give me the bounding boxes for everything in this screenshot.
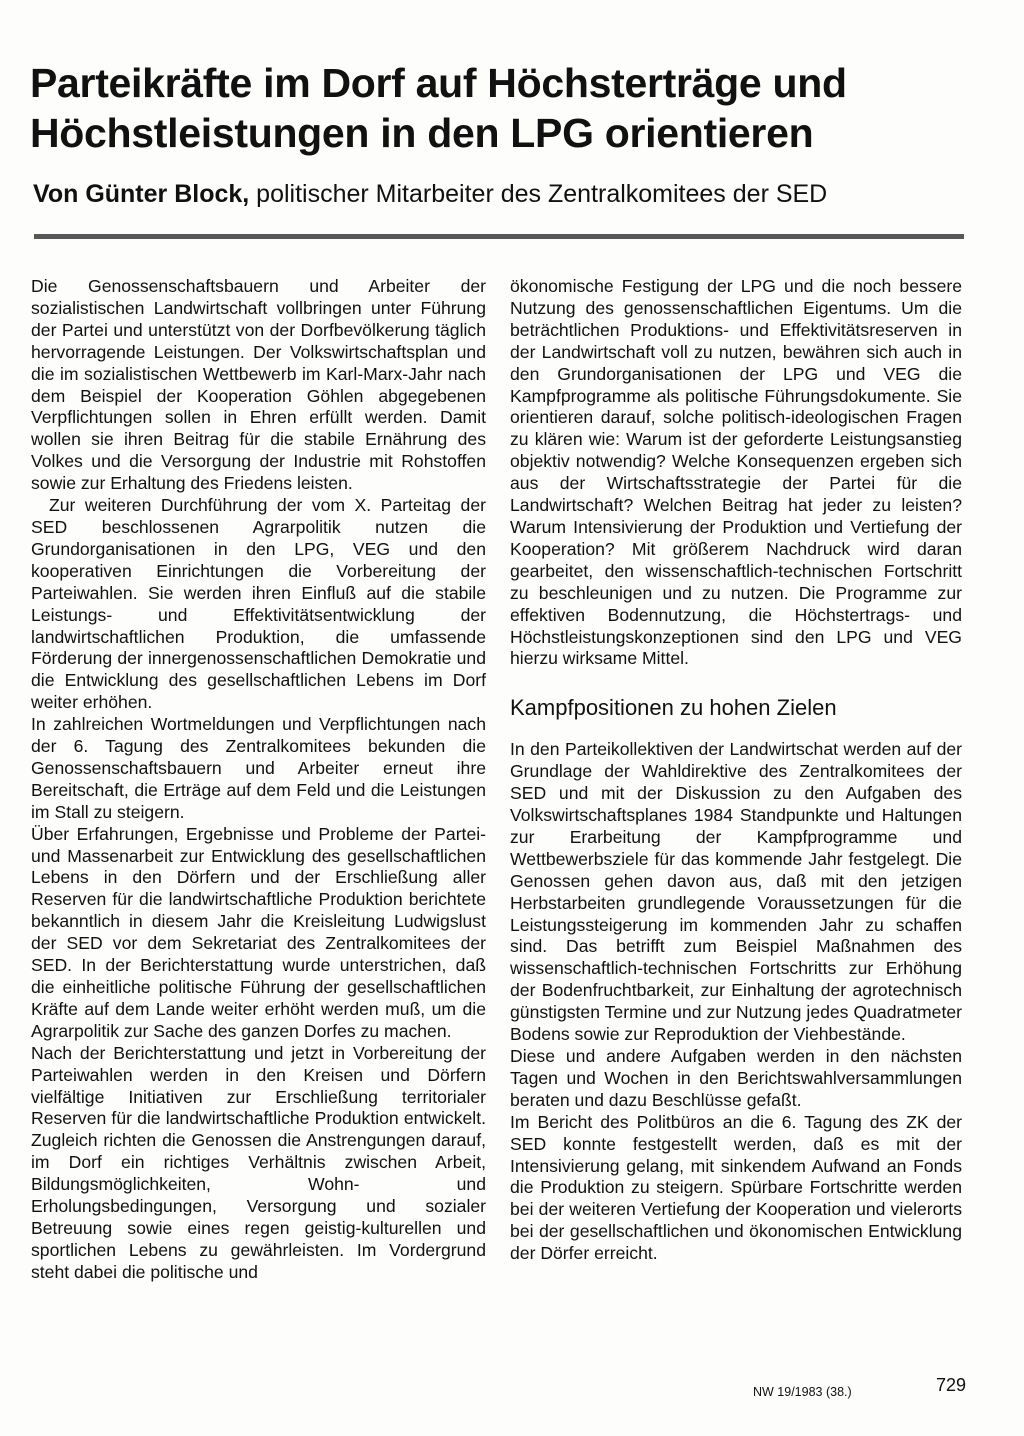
paragraph: In zahlreichen Wortmeldungen und Verpflichtungen nach der 6. Tagung des Zentralkomitees bekunden die Genossenschaftsbauern und Arbeiter erneut ihre Bereitschaft, die Erträge auf dem Feld und die Leistungen im Stall zu steigern. bbox=[31, 714, 486, 822]
article-headline bbox=[30, 58, 990, 158]
byline-author: Günter Block, bbox=[85, 180, 250, 208]
byline-role: politischer Mitarbeiter des Zentralkomitees der SED bbox=[249, 180, 828, 208]
paragraph: In den Parteikollektiven der Landwirtschat werden auf der Grundlage der Wahldirektive des Zentralkomitees der SED und mit der Diskussion zu den Aufgaben des Volkswirtschaftsplanes 1984 Standpunkte und Haltungen zur Erarbeitung der Kampfprogramme und Wettbewerbsziele für das kommende Jahr festgelegt. Die Genossen gehen davon aus, daß mit den jetzigen Herbstarbeiten grundlegende Voraussetzungen für die Leistungssteigerung im kommenden Jahr zu schaffen sind. Das betrifft zum Beispiel Maßnahmen des wissenschaftlich-technischen Fortschritts zur Erhöhung der Bodenfruchtbarkeit, zur Einhaltung der agrotechnisch günstigsten Termine und zur Nutzung jedes Quadratmeter Bodens sowie zur Reproduktion der Viehbestände. bbox=[510, 739, 962, 1045]
paragraph: Zur weiteren Durchführung der vom X. Parteitag der SED beschlossenen Agrarpolitik nutzen die Grundorganisationen in den LPG, VEG und den kooperativen Einrichtungen die Vorbereitung der Parteiwahlen. Sie werden ihren Einfluß auf die stabile Leistungs- und Effektivitätsentwicklung der landwirtschaftlichen Produktion, die umfassende Förderung der innergenossenschaftlichen Demokratie und die Entwicklung des gesellschaftlichen Lebens im Dorf weiter erhöhen. bbox=[31, 495, 486, 713]
paragraph: Im Bericht des Politbüros an die 6. Tagung des ZK der SED konnte festgestellt werden, daß es mit der Intensivierung gelang, mit sinkendem Aufwand an Fonds die Produktion zu steigern. Spürbare Fortschritte werden bei der weiteren Vertiefung der Kooperation und vielerorts bei der gesellschaftlichen und ökonomischen Entwicklung der Dörfer erreicht. bbox=[510, 1111, 962, 1264]
paragraph: Über Erfahrungen, Ergebnisse und Probleme der Partei- und Massenarbeit zur Entwicklung des gesellschaftlichen Lebens in den Dörfern und der Erschließung aller Reserven für die landwirtschaftliche Produktion berichtete bekanntlich in diesem Jahr die Kreisleitung Ludwigslust der SED vor dem Sekretariat des Zentralkomitees der SED. In der Berichterstattung wurde unterstrichen, daß die einheitliche politische Führung der gesellschaftlichen Kräfte auf dem Lande weiter erhöht werden muß, um die Agrarpolitik zur Sache des ganzen Dorfes zu machen. bbox=[31, 823, 486, 1041]
divider-rule bbox=[34, 234, 964, 239]
left-column bbox=[31, 276, 486, 1284]
paragraph: Diese und andere Aufgaben werden in den nächsten Tagen und Wochen in den Berichtswahlversammlungen beraten und dazu Beschlüsse gefaßt. bbox=[510, 1046, 962, 1110]
issue-reference: NW 19/1983 (38.) bbox=[753, 1385, 852, 1399]
paragraph: Die Genossenschaftsbauern und Arbeiter der sozialistischen Landwirtschaft vollbringen unter Führung der Partei und unterstützt von der Dorfbevölkerung täglich hervorragende Leistungen. Der Volkswirtschaftsplan und die im sozialistischen Wettbewerb im Karl-Marx-Jahr nach dem Beispiel der Kooperation Göhlen abgegebenen Verpflichtungen sollen in Ehren erfüllt werden. Damit wollen sie ihren Beitrag für die stabile Ernährung des Volkes und die Versorgung der Industrie mit Rohstoffen sowie zur Erhaltung des Friedens leisten. bbox=[31, 276, 486, 494]
page-number: 729 bbox=[936, 1375, 967, 1395]
article-byline bbox=[33, 178, 993, 210]
right-column bbox=[510, 276, 962, 1265]
headline-line-2: Höchstleistungen in den LPG orientieren bbox=[30, 110, 814, 156]
paragraph: Nach der Berichterstattung und jetzt in Vorbereitung der Parteiwahlen werden in den Kreisen und Dörfern vielfältige Initiativen zur Erschließung territorialer Reserven für die landwirtschaftliche Produktion entwickelt. Zugleich richten die Genossen die Anstrengungen darauf, im Dorf ein richtiges Verhältnis zwischen Arbeit, Bildungsmöglichkeiten, Wohn- und Erholungsbedingungen, Versorgung und sozialer Betreuung sowie eines regen geistig-kulturellen und sportlichen Lebens zu gewährleisten. Im Vordergrund steht dabei die politische und bbox=[31, 1042, 486, 1282]
section-subheading: Kampfpositionen zu hohen Zielen bbox=[510, 695, 837, 721]
paragraph: ökonomische Festigung der LPG und die noch bessere Nutzung des genossenschaftlichen Eigentums. Um die beträchtlichen Produktions- und Effektivitätsreserven in der Landwirtschaft voll zu nutzen, bewähren sich auch in den Grundorganisationen der LPG und VEG die Kampfprogramme als politische Führungsdokumente. Sie orientieren darauf, solche politisch-ideologischen Fragen zu klären wie: Warum ist der geforderte Leistungsanstieg objektiv notwendig? Welche Konsequenzen ergeben sich aus der Wirtschaftsstrategie der Partei für die Landwirtschaft? Welchen Beitrag hat jeder zu leisten? Warum Intensivierung der Produktion und Vertiefung der Kooperation? Mit größerem Nachdruck wird daran gearbeitet, den wissenschaftlich-technischen Fortschritt zu beschleunigen und zu nutzen. Die Programme zur effektiven Bodennutzung, die Höchstertrags- und Höchstleistungskonzeptionen sind den LPG und VEG hierzu wirksame Mittel. bbox=[510, 276, 962, 669]
byline-prefix: Von bbox=[33, 180, 86, 208]
headline-line-1: Parteikräfte im Dorf auf Höchsterträge und bbox=[30, 60, 847, 106]
